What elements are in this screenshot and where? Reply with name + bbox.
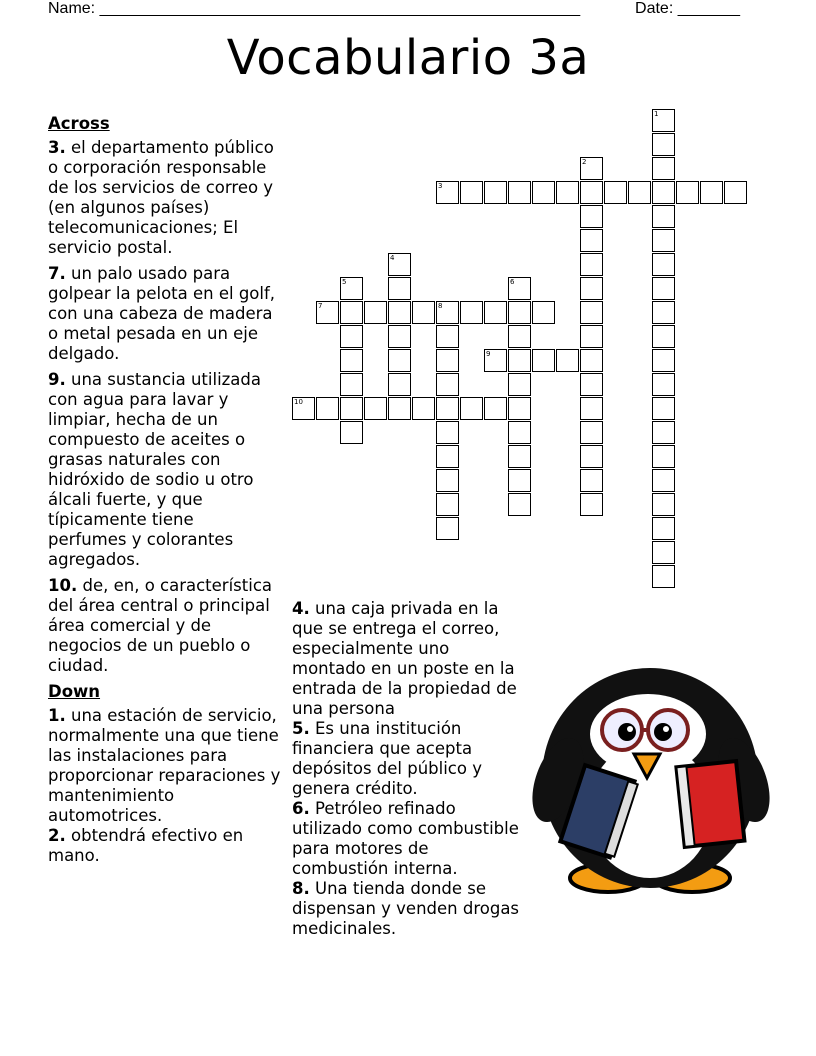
crossword-cell[interactable] [436, 445, 459, 468]
crossword-cell[interactable] [364, 397, 387, 420]
crossword-cell[interactable] [316, 397, 339, 420]
clue-number-label: 5 [342, 278, 347, 286]
crossword-cell[interactable] [484, 181, 507, 204]
crossword-cell[interactable] [652, 277, 675, 300]
crossword-cell[interactable] [580, 325, 603, 348]
crossword-cell[interactable] [508, 325, 531, 348]
crossword-cell[interactable] [508, 421, 531, 444]
crossword-cell[interactable] [580, 157, 603, 180]
crossword-cell[interactable] [508, 277, 531, 300]
crossword-cell[interactable] [436, 349, 459, 372]
crossword-cell[interactable] [652, 301, 675, 324]
crossword-cell[interactable] [340, 373, 363, 396]
crossword-cell[interactable] [508, 469, 531, 492]
crossword-cell[interactable] [436, 397, 459, 420]
crossword-cell[interactable] [436, 421, 459, 444]
clue-down-4: 4. una caja privada en la que se entrega el correo, especialmente uno montado en un poste en la entrada de la propiedad de una persona [292, 599, 517, 718]
crossword-cell[interactable] [580, 469, 603, 492]
crossword-cell[interactable] [580, 253, 603, 276]
clue-number-label: 1 [654, 110, 659, 118]
crossword-cell[interactable] [340, 277, 363, 300]
clue-number-label: 6 [510, 278, 515, 286]
crossword-cell[interactable] [652, 469, 675, 492]
clue-down-1: 1. una estación de servicio, normalmente una que tiene las instalaciones para proporcionar reparaciones y mantenimiento automotrices. [48, 706, 281, 825]
header [48, 0, 740, 22]
crossword-cell[interactable] [388, 301, 411, 324]
crossword-cell[interactable] [580, 229, 603, 252]
crossword-cell[interactable] [388, 277, 411, 300]
clue-down-5: 5. Es una institución financiera que acepta depósitos del público y genera crédito. [292, 719, 482, 798]
name-field[interactable]: Name: ______________________________________________________ [48, 0, 581, 17]
crossword-cell[interactable] [508, 445, 531, 468]
crossword-cell[interactable] [460, 301, 483, 324]
crossword-cell[interactable] [604, 181, 627, 204]
crossword-cell[interactable] [436, 469, 459, 492]
crossword-cell[interactable] [388, 397, 411, 420]
crossword-cell[interactable] [556, 349, 579, 372]
clue-number-label: 10 [294, 398, 303, 406]
crossword-cell[interactable] [556, 181, 579, 204]
crossword-cell[interactable] [508, 397, 531, 420]
crossword-cell[interactable] [292, 397, 315, 420]
crossword-cell[interactable] [340, 301, 363, 324]
crossword-cell[interactable] [580, 301, 603, 324]
crossword-cell[interactable] [460, 397, 483, 420]
crossword-cell[interactable] [508, 301, 531, 324]
crossword-cell[interactable] [364, 301, 387, 324]
crossword-cell[interactable] [436, 517, 459, 540]
crossword-cell[interactable] [652, 157, 675, 180]
crossword-cell[interactable] [652, 445, 675, 468]
across-heading: Across [48, 114, 110, 133]
crossword-cell[interactable] [652, 181, 675, 204]
crossword-cell[interactable] [508, 373, 531, 396]
crossword-cell[interactable] [508, 181, 531, 204]
crossword-cell[interactable] [388, 373, 411, 396]
clue-number-label: 2 [582, 158, 587, 166]
crossword-cell[interactable] [508, 349, 531, 372]
crossword-cell[interactable] [652, 253, 675, 276]
crossword-cell[interactable] [340, 325, 363, 348]
crossword-cell[interactable] [652, 133, 675, 156]
crossword-cell[interactable] [652, 421, 675, 444]
clue-number-label: 8 [438, 302, 443, 310]
clue-down-8: 8. Una tienda donde se dispensan y venden drogas medicinales. [292, 879, 520, 938]
crossword-cell[interactable] [532, 301, 555, 324]
crossword-cell[interactable] [652, 541, 675, 564]
clue-number-label: 9 [486, 350, 491, 358]
crossword-cell[interactable] [532, 349, 555, 372]
crossword-cell[interactable] [652, 349, 675, 372]
crossword-cell[interactable] [652, 229, 675, 252]
clue-across-3: 3. el departamento público o corporación responsable de los servicios de correo y (en algunos países) telecomunicaciones; El servicio postal. [48, 138, 274, 257]
crossword-cell[interactable] [652, 325, 675, 348]
crossword-cell[interactable] [436, 181, 459, 204]
crossword-cell[interactable] [484, 349, 507, 372]
crossword-cell[interactable] [580, 277, 603, 300]
crossword-cell[interactable] [460, 181, 483, 204]
crossword-cell[interactable] [724, 181, 747, 204]
crossword-cell[interactable] [412, 301, 435, 324]
crossword-cell[interactable] [652, 205, 675, 228]
crossword-cell[interactable] [340, 397, 363, 420]
crossword-cell[interactable] [676, 181, 699, 204]
clue-across-7: 7. un palo usado para golpear la pelota en el golf, con una cabeza de madera o metal pesada en un eje delgado. [48, 264, 276, 363]
crossword-cell[interactable] [580, 373, 603, 396]
penguin-with-books-icon [530, 660, 780, 900]
crossword-cell[interactable] [580, 181, 603, 204]
crossword-cell[interactable] [316, 301, 339, 324]
crossword-cell[interactable] [340, 421, 363, 444]
down-clues-continued [292, 599, 528, 939]
crossword-cell[interactable] [652, 109, 675, 132]
across-clues [48, 114, 281, 866]
crossword-cell[interactable] [580, 205, 603, 228]
crossword-cell[interactable] [388, 253, 411, 276]
crossword-cell[interactable] [580, 445, 603, 468]
crossword-cell[interactable] [532, 181, 555, 204]
crossword-cell[interactable] [508, 493, 531, 516]
crossword-cell[interactable] [484, 301, 507, 324]
crossword-cell[interactable] [388, 325, 411, 348]
crossword-cell[interactable] [580, 397, 603, 420]
crossword-cell[interactable] [628, 181, 651, 204]
crossword-cell[interactable] [340, 349, 363, 372]
crossword-cell[interactable] [388, 349, 411, 372]
clue-across-10: 10. de, en, o característica del área central o principal área comercial y de negocios de un pueblo o ciudad. [48, 576, 273, 675]
down-heading: Down [48, 682, 101, 701]
clue-number-label: 3 [438, 182, 443, 190]
clue-across-9: 9. una sustancia utilizada con agua para lavar y limpiar, hecha de un compuesto de aceites o grasas naturales con hidróxido de sodio u otro álcali fuerte, y que típicamente tiene perfumes y colorantes agregados. [48, 370, 262, 569]
crossword-cell[interactable] [580, 421, 603, 444]
crossword-cell[interactable] [436, 301, 459, 324]
clue-number-label: 4 [390, 254, 395, 262]
date-field[interactable]: Date: _______ [635, 0, 740, 17]
crossword-cell[interactable] [652, 493, 675, 516]
crossword-cell[interactable] [436, 493, 459, 516]
crossword-cell[interactable] [652, 565, 675, 588]
crossword-cell[interactable] [580, 349, 603, 372]
page-title: Vocabulario 3a [226, 30, 590, 86]
crossword-cell[interactable] [652, 397, 675, 420]
clue-down-2: 2. obtendrá efectivo en mano. [48, 826, 244, 865]
crossword-cell[interactable] [436, 373, 459, 396]
crossword-cell[interactable] [484, 397, 507, 420]
crossword-cell[interactable] [652, 373, 675, 396]
crossword-cell[interactable] [700, 181, 723, 204]
crossword-cell[interactable] [412, 397, 435, 420]
clue-number-label: 7 [318, 302, 323, 310]
crossword-cell[interactable] [580, 493, 603, 516]
crossword-cell[interactable] [652, 517, 675, 540]
crossword-cell[interactable] [436, 325, 459, 348]
clue-down-6: 6. Petróleo refinado utilizado como combustible para motores de combustión interna. [292, 799, 519, 878]
